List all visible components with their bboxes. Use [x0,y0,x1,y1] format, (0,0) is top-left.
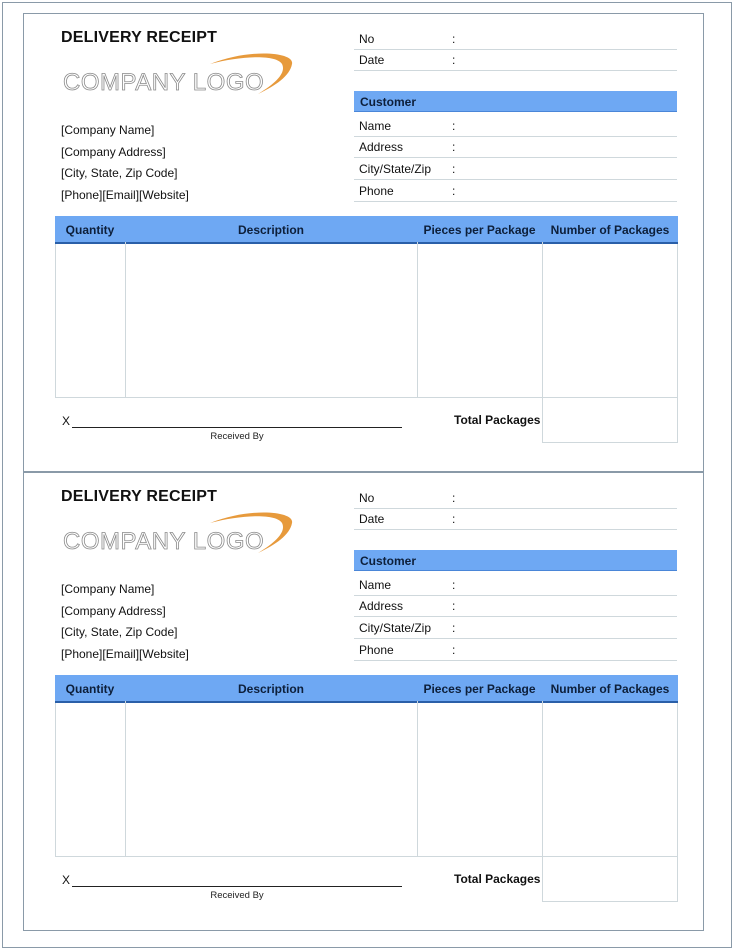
address-label: Address [359,140,404,154]
company-city: [City, State, Zip Code] [61,625,178,639]
name-label: Name [359,578,392,592]
logo-text: COMPANY LOGO [63,528,265,555]
signature-mark: X [62,873,71,887]
header-packages: Number of Packages [550,682,670,696]
no-colon: : [452,491,456,505]
total-packages-label: Total Packages [454,413,541,427]
signature-mark: X [62,414,71,428]
column-divider [417,242,418,397]
header-description: Description [237,682,304,696]
total-packages-field[interactable] [542,397,678,443]
receipt-bottom [23,472,704,931]
company-logo [60,50,300,100]
column-divider [125,701,126,856]
name-colon: : [452,119,456,133]
column-divider [542,701,543,856]
customer-address-row[interactable] [354,136,677,158]
no-label: No [359,491,375,505]
column-divider [417,701,418,856]
customer-city-row[interactable] [354,617,677,639]
city-colon: : [452,162,456,176]
date-label: Date [359,512,385,526]
city-colon: : [452,621,456,635]
company-contact: [Phone][Email][Website] [61,187,189,202]
address-colon: : [452,599,456,613]
company-contact: [Phone][Email][Website] [61,646,189,661]
logo-text: COMPANY LOGO [63,69,265,96]
customer-heading-label: Customer [360,554,417,568]
receipt-top [23,13,704,472]
no-colon: : [452,32,456,46]
company-name: [Company Name] [61,123,155,137]
customer-city-row[interactable] [354,158,677,180]
address-colon: : [452,140,456,154]
phone-colon: : [452,184,456,198]
date-label: Date [359,53,385,67]
header-quantity: Quantity [65,682,115,696]
received-by-label: Received By [210,890,264,901]
city-label: City/State/Zip [359,162,432,176]
total-packages-field[interactable] [542,856,678,902]
column-divider [125,242,126,397]
header-packages: Number of Packages [550,223,670,237]
company-logo [60,509,300,559]
phone-colon: : [452,643,456,657]
customer-heading [354,550,677,571]
receipt-title: DELIVERY RECEIPT [61,29,218,46]
receipt-title: DELIVERY RECEIPT [61,488,218,505]
signature-line[interactable] [72,886,402,887]
company-info [61,579,189,665]
total-packages-label: Total Packages [454,872,541,886]
header-pieces: Pieces per Package [423,682,536,696]
items-table-header [55,216,678,244]
date-colon: : [452,512,456,526]
company-address: [Company Address] [61,603,166,618]
signature-line[interactable] [72,427,402,428]
column-divider [542,242,543,397]
company-name: [Company Name] [61,582,155,596]
customer-heading [354,91,677,112]
header-description: Description [237,223,304,237]
address-label: Address [359,599,404,613]
company-address: [Company Address] [61,144,166,159]
customer-name-row[interactable] [354,574,677,596]
receipt-date-row[interactable] [354,49,677,71]
receipt-date-row[interactable] [354,508,677,530]
receipt-no-row[interactable] [354,487,677,509]
customer-heading-label: Customer [360,95,417,109]
name-label: Name [359,119,392,133]
phone-label: Phone [359,643,394,657]
customer-phone-row[interactable] [354,180,677,202]
customer-address-row[interactable] [354,595,677,617]
items-table-header [55,675,678,703]
company-city: [City, State, Zip Code] [61,166,178,180]
phone-label: Phone [359,184,394,198]
name-colon: : [452,578,456,592]
receipt-no-row[interactable] [354,28,677,50]
received-by-label: Received By [210,431,264,442]
no-label: No [359,32,375,46]
customer-phone-row[interactable] [354,639,677,661]
customer-name-row[interactable] [354,115,677,137]
company-info [61,120,189,206]
header-pieces: Pieces per Package [423,223,536,237]
date-colon: : [452,53,456,67]
header-quantity: Quantity [65,223,115,237]
city-label: City/State/Zip [359,621,432,635]
